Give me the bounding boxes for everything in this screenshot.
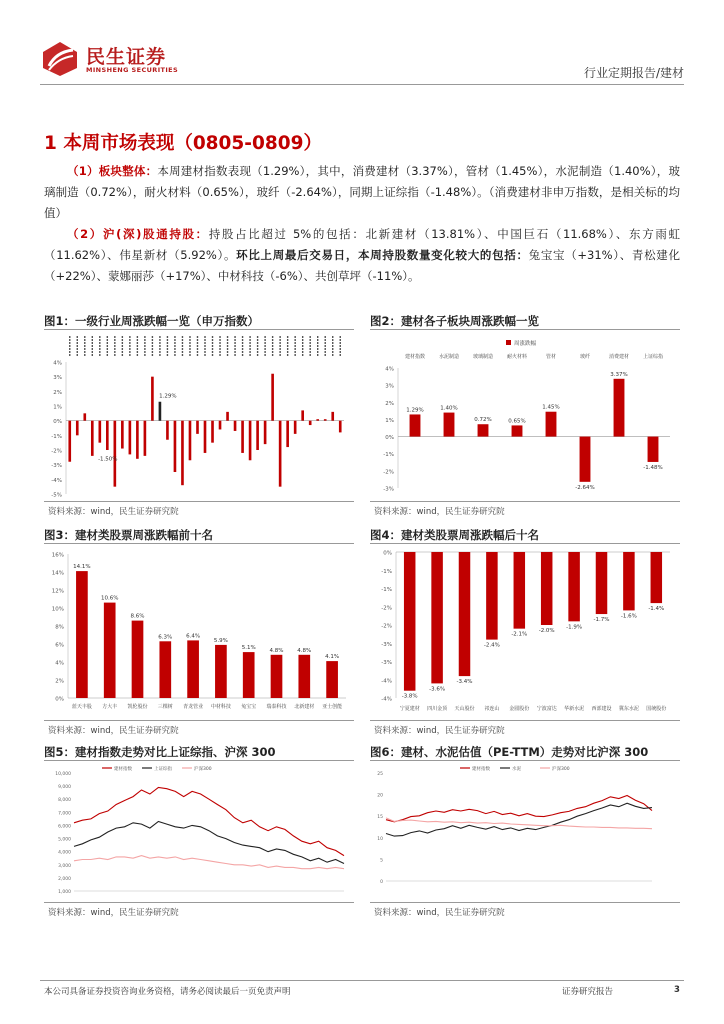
data-label: -1.7% bbox=[593, 617, 610, 624]
y-tick-label: 10,000 bbox=[55, 772, 71, 777]
data-label: -1.9% bbox=[566, 624, 583, 631]
figure-1-bottom-rule bbox=[44, 501, 354, 502]
y-tick-label: 10 bbox=[377, 836, 383, 842]
category-label: 玻纤 bbox=[579, 354, 591, 360]
y-tick-label: -1% bbox=[381, 568, 392, 575]
figure-1-rule bbox=[44, 329, 354, 330]
p2-label: （2）沪(深)股通持股： bbox=[67, 227, 209, 241]
y-tick-label: 0% bbox=[53, 419, 62, 426]
bar bbox=[301, 410, 304, 420]
bar bbox=[514, 552, 526, 629]
series-line bbox=[74, 787, 344, 855]
y-tick-label: 3% bbox=[53, 375, 62, 382]
bar bbox=[404, 552, 416, 691]
page-number: 3 bbox=[674, 985, 680, 995]
figure-6-bottom-rule bbox=[370, 902, 680, 903]
legend-label: 周涨跌幅 bbox=[514, 341, 537, 347]
y-tick-label: -3% bbox=[383, 486, 394, 493]
bar bbox=[159, 641, 171, 698]
header-divider bbox=[40, 84, 684, 85]
y-tick-label: 0% bbox=[385, 435, 394, 442]
category-label: 消费建材 bbox=[608, 354, 630, 360]
figure-3-rule bbox=[44, 543, 354, 544]
bar bbox=[129, 421, 132, 455]
bar bbox=[279, 421, 282, 487]
y-tick-label: 10% bbox=[51, 606, 64, 613]
data-label: 6.4% bbox=[186, 633, 201, 640]
minsheng-logo-icon bbox=[40, 40, 80, 78]
y-tick-label: 6% bbox=[55, 642, 64, 649]
p1-label: （1）板块整体： bbox=[67, 164, 158, 178]
bar bbox=[136, 421, 139, 459]
legend-swatch bbox=[506, 340, 511, 345]
bar bbox=[243, 652, 255, 698]
data-label: 5.1% bbox=[241, 645, 256, 652]
bar bbox=[226, 412, 229, 421]
data-label: -1.6% bbox=[620, 613, 637, 620]
y-tick-label: 2,000 bbox=[58, 876, 71, 882]
bar bbox=[83, 413, 86, 420]
bar bbox=[151, 377, 154, 421]
figure-2-title: 图2：建材各子板块周涨跌幅一览 bbox=[370, 314, 539, 328]
y-tick-label: 2% bbox=[53, 389, 62, 396]
bar bbox=[326, 661, 338, 698]
bar bbox=[204, 421, 207, 453]
y-tick-label: 5,000 bbox=[58, 837, 71, 843]
figure-6-rule bbox=[370, 760, 680, 761]
bar bbox=[68, 421, 71, 462]
category-label: 上证综指 bbox=[642, 354, 664, 360]
section-title: 1 本周市场表现（0805-0809） bbox=[44, 133, 322, 154]
bar bbox=[596, 552, 608, 614]
bar bbox=[106, 421, 109, 450]
bar bbox=[256, 421, 259, 450]
y-tick-label: 7,000 bbox=[58, 811, 71, 817]
bar bbox=[486, 552, 498, 640]
category-label: 青龙管业 bbox=[183, 704, 204, 710]
bar bbox=[159, 402, 162, 421]
category-label: 北新建材 bbox=[294, 704, 315, 710]
paragraph-sector-overview bbox=[44, 161, 680, 224]
footer-disclaimer: 本公司具备证券投资咨询业务资格，请务必阅读最后一页免责声明 bbox=[44, 987, 291, 997]
bar bbox=[166, 421, 169, 440]
bar bbox=[316, 419, 319, 420]
legend-label: 沪深300 bbox=[552, 767, 570, 772]
figure-5-rule bbox=[44, 760, 354, 761]
y-tick-label: 1,000 bbox=[58, 890, 71, 895]
figure-3-bottom-rule bbox=[44, 720, 354, 721]
y-tick-label: 15 bbox=[377, 815, 383, 821]
figure-2-bottom-rule bbox=[370, 501, 680, 502]
data-label: -3.4% bbox=[456, 679, 473, 686]
y-tick-label: -5% bbox=[51, 492, 62, 498]
bar bbox=[211, 421, 214, 443]
y-tick-label: -2% bbox=[381, 623, 392, 630]
bar bbox=[298, 655, 310, 698]
figure-1-title: 图1：一级行业周涨跌幅一览（申万指数） bbox=[44, 314, 259, 328]
figure-3-title: 图3：建材类股票周涨跌幅前十名 bbox=[44, 528, 213, 542]
bar bbox=[249, 421, 252, 461]
data-label: -1.48% bbox=[643, 464, 663, 471]
category-label: 西部建设 bbox=[591, 706, 612, 712]
brand-name-cn: 民生证券 bbox=[86, 46, 167, 68]
chart-industry-weekly-change bbox=[44, 332, 354, 498]
y-tick-label: -1% bbox=[383, 452, 394, 459]
bar bbox=[546, 412, 557, 437]
y-tick-label: 3,000 bbox=[58, 863, 71, 869]
bar bbox=[431, 552, 443, 683]
bar bbox=[648, 437, 659, 462]
data-label: 0.72% bbox=[474, 417, 492, 424]
figure-5-source: 资料来源：wind，民生证券研究院 bbox=[48, 908, 179, 918]
legend-label: 上证综指 bbox=[154, 767, 172, 772]
bar bbox=[580, 437, 591, 482]
y-tick-label: 0 bbox=[380, 880, 383, 885]
figure-1-source: 资料来源：wind，民生证券研究院 bbox=[48, 507, 179, 517]
bar bbox=[132, 621, 144, 698]
y-tick-label: 2% bbox=[55, 678, 64, 685]
category-label: 三棵树 bbox=[157, 704, 173, 710]
category-label: 国统股份 bbox=[646, 706, 667, 712]
brand-name-en: MINSHENG SECURITIES bbox=[86, 66, 179, 74]
p2-text1: 持股占比超过 5%的包括：北新建材（13.81%）、中国巨石（11.68%）、东方雨虹（11.62%）、伟星新材（5.92%）。 bbox=[44, 227, 680, 262]
data-label: 4.8% bbox=[297, 647, 312, 654]
data-label: -1.4% bbox=[648, 606, 665, 613]
bar bbox=[196, 421, 199, 434]
bar bbox=[444, 413, 455, 437]
bar bbox=[264, 421, 267, 444]
y-tick-label: -2% bbox=[383, 469, 394, 476]
category-label: 玻璃制造 bbox=[472, 354, 494, 360]
y-tick-label: 1% bbox=[53, 404, 62, 411]
data-label: 1.45% bbox=[542, 404, 560, 411]
bar bbox=[623, 552, 635, 610]
figure-4-rule bbox=[370, 543, 680, 544]
y-tick-label: 14% bbox=[51, 570, 64, 577]
p1-text: 本周建材指数表现（1.29%），其中，消费建材（3.37%），管材（1.45%），水泥制造（1.40%），玻璃制造（0.72%），耐火材料（0.65%），玻纤（-2.64%），同期上证综指（-1.48%）。（消费建材非申万指数，是相关标的均值） bbox=[44, 164, 680, 220]
document-type: 行业定期报告/建材 bbox=[583, 66, 684, 80]
category-label: 亚士创能 bbox=[322, 704, 343, 710]
y-tick-label: -4% bbox=[381, 696, 392, 703]
figure-2-rule bbox=[370, 329, 680, 330]
y-tick-label: 1% bbox=[385, 417, 394, 424]
bar bbox=[339, 421, 342, 433]
data-label: 4.1% bbox=[325, 654, 340, 661]
data-label: -2.0% bbox=[538, 628, 555, 634]
y-tick-label: 4% bbox=[53, 360, 62, 367]
bar bbox=[241, 421, 244, 453]
figure-3-source: 资料来源：wind，民生证券研究院 bbox=[48, 726, 179, 736]
y-tick-label: -1% bbox=[51, 433, 62, 440]
bar bbox=[98, 421, 101, 443]
bar bbox=[294, 421, 297, 434]
bar bbox=[174, 421, 177, 472]
figure-4-bottom-rule bbox=[370, 720, 680, 721]
bar bbox=[324, 419, 327, 420]
y-tick-label: 25 bbox=[377, 772, 383, 777]
category-label: 中材科技 bbox=[210, 704, 231, 710]
y-tick-label: 9,000 bbox=[58, 785, 71, 791]
category-label: 建材指数 bbox=[404, 354, 426, 360]
bar bbox=[309, 421, 312, 425]
data-label: 1.40% bbox=[440, 405, 458, 412]
chart-top10-stocks bbox=[44, 546, 354, 718]
figure-6-title: 图6：建材、水泥估值（PE-TTM）走势对比沪深 300 bbox=[370, 745, 649, 759]
bar bbox=[114, 421, 117, 487]
category-label: 耐火材料 bbox=[506, 354, 528, 360]
category-label: 蓝天丰股 bbox=[71, 704, 92, 710]
series-line bbox=[386, 803, 652, 836]
data-label: -2.4% bbox=[483, 642, 500, 649]
bar bbox=[234, 421, 237, 431]
category-label: 瑞泰科技 bbox=[266, 704, 287, 710]
category-label: 金圆股份 bbox=[509, 706, 530, 712]
bar bbox=[144, 421, 147, 456]
category-label: 水泥制造 bbox=[438, 354, 460, 360]
data-label: 10.6% bbox=[100, 595, 119, 602]
y-tick-label: 0% bbox=[55, 696, 64, 703]
data-label: 6.3% bbox=[158, 634, 173, 641]
figure-5-title: 图5：建材指数走势对比上证综指、沪深 300 bbox=[44, 745, 276, 759]
bar bbox=[271, 655, 283, 698]
data-label: 1.29% bbox=[159, 393, 177, 400]
data-label: -2.1% bbox=[511, 631, 528, 638]
bar bbox=[614, 379, 625, 437]
category-label: 方大丰 bbox=[102, 704, 118, 710]
figure-2-source: 资料来源：wind，民生证券研究院 bbox=[374, 507, 505, 517]
bar bbox=[512, 425, 523, 436]
legend-label: 水泥 bbox=[512, 767, 521, 772]
p2-text2: 兔宝宝（+31%）、青松建化（+22%）、蒙娜丽莎（+17%）、中材科技（-6%）、共创草坪（-11%）。 bbox=[44, 248, 680, 283]
bar bbox=[76, 421, 79, 436]
data-label: 8.6% bbox=[130, 613, 145, 620]
data-label: 0.65% bbox=[508, 418, 526, 425]
y-tick-label: -1% bbox=[381, 587, 392, 593]
legend-label: 建材指数 bbox=[472, 767, 490, 772]
footer-report-type: 证券研究报告 bbox=[562, 987, 614, 997]
y-tick-label: -4% bbox=[51, 477, 62, 484]
y-tick-label: 0% bbox=[383, 550, 392, 557]
data-label: -3.6% bbox=[429, 686, 446, 693]
y-tick-label: 12% bbox=[51, 588, 64, 595]
category-label: 管材 bbox=[545, 354, 557, 360]
category-label: 华新水泥 bbox=[564, 706, 585, 712]
figure-4-title: 图4：建材类股票周涨跌幅后十名 bbox=[370, 528, 539, 542]
chart-subsector-weekly-change bbox=[370, 332, 680, 498]
legend-label: 沪深300 bbox=[194, 767, 212, 772]
chart-bottom10-stocks bbox=[370, 546, 680, 718]
y-tick-label: -2% bbox=[381, 605, 392, 612]
paragraph-northbound-holdings bbox=[44, 224, 680, 287]
y-tick-label: -3% bbox=[51, 463, 62, 470]
y-tick-label: -2% bbox=[51, 448, 62, 455]
bar bbox=[459, 552, 471, 676]
y-tick-label: 4% bbox=[55, 660, 64, 667]
category-label: 冀东水泥 bbox=[618, 706, 639, 712]
bar bbox=[541, 552, 553, 625]
y-tick-label: 8,000 bbox=[58, 798, 71, 804]
y-tick-label: -3% bbox=[381, 660, 392, 666]
data-label: -2.64% bbox=[575, 484, 595, 491]
bar bbox=[271, 374, 274, 421]
bar bbox=[331, 412, 334, 421]
y-tick-label: 6,000 bbox=[58, 824, 71, 830]
legend-label: 建材指数 bbox=[114, 767, 132, 772]
bar bbox=[181, 421, 184, 486]
figure-6-source: 资料来源：wind，民生证券研究院 bbox=[374, 908, 505, 918]
y-tick-label: -3% bbox=[381, 641, 392, 648]
bar bbox=[568, 552, 580, 621]
footer-divider bbox=[40, 980, 684, 981]
series-line bbox=[386, 818, 652, 829]
bar bbox=[286, 421, 289, 447]
y-tick-label: 2% bbox=[385, 400, 394, 407]
data-label: 3.37% bbox=[610, 371, 628, 378]
y-tick-label: 16% bbox=[51, 552, 64, 559]
category-label: 宁夏建材 bbox=[399, 706, 420, 712]
y-tick-label: 8% bbox=[55, 624, 64, 631]
bar bbox=[189, 421, 192, 461]
bar bbox=[215, 645, 227, 698]
y-tick-label: -4% bbox=[381, 678, 392, 685]
y-tick-label: 20 bbox=[377, 793, 383, 799]
y-tick-label: 4% bbox=[385, 366, 394, 373]
figure-5-bottom-rule bbox=[44, 902, 354, 903]
category-label: 兔宝宝 bbox=[241, 704, 257, 710]
p2-bold: 环比上周最后交易日，本周持股数量变化较大的包括： bbox=[236, 248, 529, 262]
chart-pe-ttm-trend bbox=[370, 763, 680, 900]
figure-4-source: 资料来源：wind，民生证券研究院 bbox=[374, 726, 505, 736]
bar bbox=[651, 552, 663, 603]
series-line bbox=[386, 796, 652, 822]
y-tick-label: 5 bbox=[380, 858, 383, 864]
data-label: -3.8% bbox=[401, 693, 418, 700]
bar bbox=[121, 421, 124, 449]
bar bbox=[219, 421, 222, 430]
category-label: 宁波富达 bbox=[536, 706, 557, 712]
data-label: -1.50% bbox=[98, 456, 118, 463]
data-label: 1.29% bbox=[406, 407, 424, 414]
chart-index-trend bbox=[44, 763, 354, 900]
bar bbox=[410, 414, 421, 436]
data-label: 5.9% bbox=[213, 637, 228, 644]
bar bbox=[91, 421, 94, 456]
category-label: 天山股份 bbox=[454, 706, 475, 712]
category-label: 祁连山 bbox=[484, 706, 500, 712]
y-tick-label: 3% bbox=[385, 383, 394, 390]
y-tick-label: 4,000 bbox=[58, 850, 71, 856]
category-label: 四川金顶 bbox=[427, 706, 448, 712]
bar bbox=[76, 571, 88, 698]
data-label: 4.8% bbox=[269, 647, 284, 654]
category-label: 凯伦股份 bbox=[127, 704, 148, 710]
data-label: 14.1% bbox=[73, 564, 91, 571]
bar bbox=[187, 640, 199, 698]
bar bbox=[104, 603, 116, 698]
bar bbox=[478, 424, 489, 436]
